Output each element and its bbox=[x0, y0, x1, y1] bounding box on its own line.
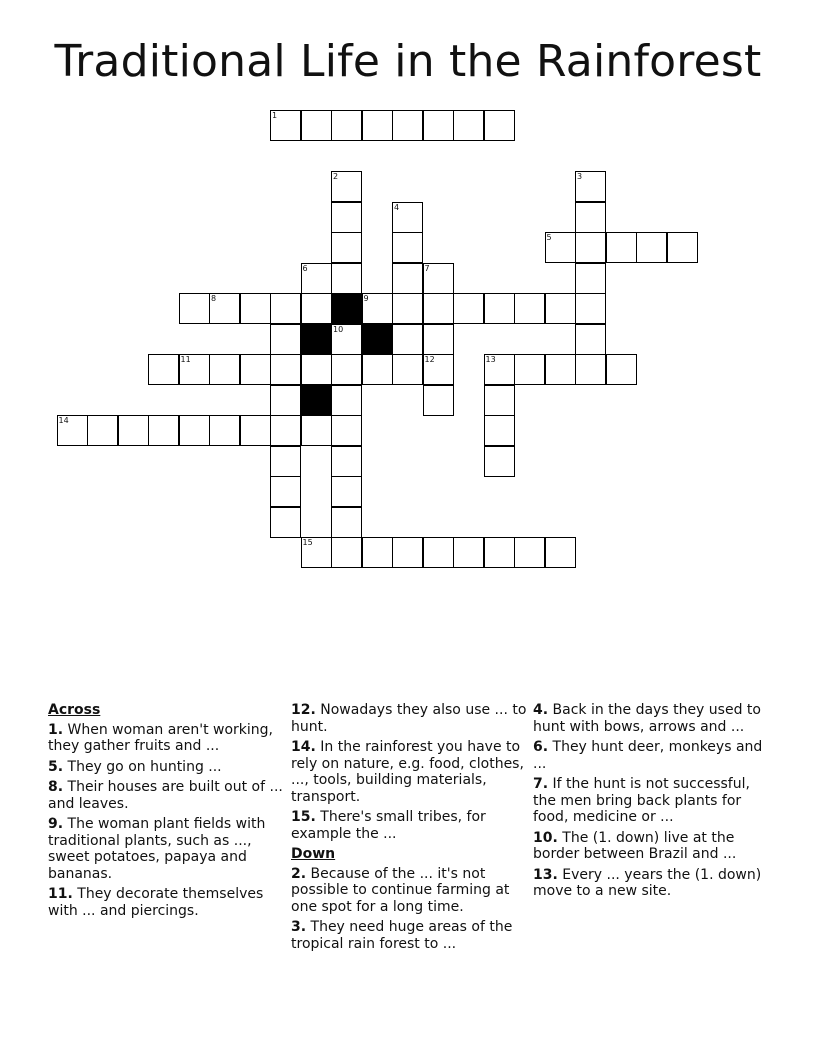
clue-num: 11. bbox=[48, 886, 73, 902]
grid-cell[interactable] bbox=[575, 324, 606, 355]
grid-cell[interactable] bbox=[362, 354, 393, 385]
clue-number: 3 bbox=[577, 172, 583, 181]
clue-number: 15 bbox=[302, 538, 313, 547]
grid-cell[interactable] bbox=[575, 354, 606, 385]
black-square bbox=[331, 293, 362, 324]
grid-cell[interactable] bbox=[331, 324, 362, 355]
clue-number: 14 bbox=[58, 416, 69, 425]
grid-cell[interactable] bbox=[270, 507, 301, 538]
clue-text: Back in the days they used to hunt with bows, arrows and ... bbox=[533, 702, 761, 735]
clue bbox=[48, 759, 284, 776]
grid-cell[interactable] bbox=[667, 232, 698, 263]
grid-cell[interactable] bbox=[301, 415, 332, 446]
grid-cell[interactable] bbox=[270, 476, 301, 507]
clue bbox=[533, 739, 769, 772]
clues-column-1 bbox=[48, 702, 284, 923]
grid-cell[interactable] bbox=[423, 110, 454, 141]
clues-column-2 bbox=[291, 702, 527, 956]
clue bbox=[48, 886, 284, 919]
grid-cell[interactable] bbox=[331, 446, 362, 477]
grid-cell[interactable] bbox=[392, 232, 423, 263]
clue-text: Nowadays they also use ... to hunt. bbox=[291, 702, 527, 735]
grid-cell[interactable] bbox=[179, 415, 210, 446]
grid-cell[interactable] bbox=[575, 263, 606, 294]
grid-cell[interactable] bbox=[331, 202, 362, 233]
grid-cell[interactable] bbox=[209, 293, 240, 324]
clue-num: 8. bbox=[48, 779, 64, 795]
grid-cell[interactable] bbox=[331, 537, 362, 568]
grid-cell[interactable] bbox=[209, 354, 240, 385]
grid-cell[interactable] bbox=[545, 232, 576, 263]
clue-num: 1. bbox=[48, 721, 64, 738]
grid-cell[interactable] bbox=[209, 415, 240, 446]
clue-text: They decorate themselves with ... and piercings. bbox=[48, 886, 264, 919]
clue-number: 9 bbox=[363, 294, 369, 303]
grid-cell[interactable] bbox=[484, 385, 515, 416]
grid-cell[interactable] bbox=[606, 354, 637, 385]
grid-cell[interactable] bbox=[301, 293, 332, 324]
clue bbox=[48, 722, 284, 755]
grid-cell[interactable] bbox=[240, 293, 271, 324]
grid-cell[interactable] bbox=[453, 293, 484, 324]
grid-cell[interactable] bbox=[331, 354, 362, 385]
clue-number: 2 bbox=[333, 172, 339, 181]
clue-num: 13. bbox=[533, 866, 558, 883]
black-square bbox=[362, 324, 393, 355]
grid-cell[interactable] bbox=[270, 293, 301, 324]
grid-cell[interactable] bbox=[331, 171, 362, 202]
clue bbox=[291, 866, 527, 916]
clue-number: 13 bbox=[485, 355, 496, 364]
grid-cell[interactable] bbox=[362, 110, 393, 141]
clue bbox=[48, 779, 284, 812]
clue-text: Because of the ... it's not possible to continue farming at one spot for a long time. bbox=[291, 865, 510, 915]
grid-cell[interactable] bbox=[270, 354, 301, 385]
grid-cell[interactable] bbox=[270, 110, 301, 141]
grid-cell[interactable] bbox=[575, 232, 606, 263]
clue bbox=[291, 702, 527, 735]
grid-cell[interactable] bbox=[331, 385, 362, 416]
grid-cell[interactable] bbox=[331, 110, 362, 141]
grid-cell[interactable] bbox=[453, 110, 484, 141]
grid-cell[interactable] bbox=[484, 293, 515, 324]
grid-cell[interactable] bbox=[545, 537, 576, 568]
grid-cell[interactable] bbox=[148, 415, 179, 446]
clue bbox=[533, 702, 769, 735]
down-heading: Down bbox=[291, 846, 336, 862]
grid-cell[interactable] bbox=[423, 324, 454, 355]
grid-cell[interactable] bbox=[270, 415, 301, 446]
clue-text: Their houses are built out of ... and leaves. bbox=[48, 779, 283, 812]
clue-number: 8 bbox=[211, 294, 217, 303]
grid-cell[interactable] bbox=[301, 263, 332, 294]
clue-num: 15. bbox=[291, 809, 316, 825]
clue-text: There's small tribes, for example the ... bbox=[291, 809, 486, 842]
clue-text: Every ... years the (1. down) move to a new site. bbox=[533, 866, 762, 899]
clue-num: 2. bbox=[291, 865, 307, 882]
grid-cell[interactable] bbox=[179, 354, 210, 385]
grid-cell[interactable] bbox=[270, 446, 301, 477]
grid-cell[interactable] bbox=[484, 110, 515, 141]
grid-cell[interactable] bbox=[575, 293, 606, 324]
grid-cell[interactable] bbox=[545, 354, 576, 385]
grid-cell[interactable] bbox=[484, 537, 515, 568]
grid-cell[interactable] bbox=[301, 537, 332, 568]
clue-num: 9. bbox=[48, 816, 64, 832]
clue bbox=[291, 919, 527, 952]
grid-cell[interactable] bbox=[423, 354, 454, 385]
grid-cell[interactable] bbox=[331, 507, 362, 538]
grid-cell[interactable] bbox=[514, 354, 545, 385]
grid-cell[interactable] bbox=[423, 385, 454, 416]
grid-cell[interactable] bbox=[362, 293, 393, 324]
grid-cell[interactable] bbox=[331, 263, 362, 294]
grid-cell[interactable] bbox=[575, 171, 606, 202]
clues-column-3 bbox=[533, 702, 769, 904]
grid-cell[interactable] bbox=[240, 354, 271, 385]
clue-text: If the hunt is not successful, the men bring back plants for food, medicine or ... bbox=[533, 776, 750, 825]
grid-cell[interactable] bbox=[179, 293, 210, 324]
clue bbox=[533, 776, 769, 826]
grid-cell[interactable] bbox=[392, 110, 423, 141]
clue-number: 1 bbox=[272, 111, 278, 120]
clue-text: In the rainforest you have to rely on nature, e.g. food, clothes, ..., tools, building materials, transport. bbox=[291, 739, 524, 805]
across-heading: Across bbox=[48, 702, 101, 718]
grid-cell[interactable] bbox=[453, 537, 484, 568]
grid-cell[interactable] bbox=[423, 263, 454, 294]
black-square bbox=[301, 324, 332, 355]
grid-cell[interactable] bbox=[545, 293, 576, 324]
clue-number: 4 bbox=[394, 202, 400, 212]
clue bbox=[533, 867, 769, 900]
grid-cell[interactable] bbox=[392, 354, 423, 385]
clue bbox=[48, 816, 284, 882]
grid-cell[interactable] bbox=[87, 415, 118, 446]
clue bbox=[291, 809, 527, 842]
grid-cell[interactable] bbox=[575, 202, 606, 233]
grid-cell[interactable] bbox=[392, 293, 423, 324]
clue-num: 10. bbox=[533, 829, 558, 846]
grid-cell[interactable] bbox=[484, 446, 515, 477]
grid-cell[interactable] bbox=[423, 537, 454, 568]
clue-text: They need huge areas of the tropical rain forest to ... bbox=[291, 919, 513, 952]
clue-num: 6. bbox=[533, 739, 549, 755]
clue-number: 5 bbox=[546, 233, 552, 242]
grid-cell[interactable] bbox=[331, 232, 362, 263]
grid-cell[interactable] bbox=[148, 354, 179, 385]
grid-cell[interactable] bbox=[514, 537, 545, 568]
grid-cell[interactable] bbox=[331, 415, 362, 446]
grid-cell[interactable] bbox=[331, 476, 362, 507]
grid-cell[interactable] bbox=[301, 354, 332, 385]
clue-number: 10 bbox=[333, 324, 344, 334]
clue bbox=[533, 830, 769, 863]
clue bbox=[291, 739, 527, 805]
black-square bbox=[301, 385, 332, 416]
clue-number: 6 bbox=[302, 263, 308, 273]
grid-cell[interactable] bbox=[270, 385, 301, 416]
clue-text: When woman aren't working, they gather fruits and ... bbox=[48, 721, 274, 754]
clue-number: 11 bbox=[180, 355, 191, 364]
clue-num: 5. bbox=[48, 758, 64, 775]
clue-text: The woman plant fields with traditional plants, such as ..., sweet potatoes, papaya and bananas. bbox=[48, 816, 266, 882]
clue-number: 12 bbox=[424, 355, 435, 364]
grid-cell[interactable] bbox=[484, 415, 515, 446]
clue-number: 7 bbox=[424, 263, 430, 273]
clue-num: 4. bbox=[533, 702, 549, 718]
grid-cell[interactable] bbox=[57, 415, 88, 446]
grid-cell[interactable] bbox=[118, 415, 149, 446]
grid-cell[interactable] bbox=[362, 537, 393, 568]
clue-num: 3. bbox=[291, 919, 307, 935]
grid-cell[interactable] bbox=[423, 293, 454, 324]
grid-cell[interactable] bbox=[392, 202, 423, 233]
clue-text: The (1. down) live at the border between Brazil and ... bbox=[533, 829, 737, 862]
grid-cell[interactable] bbox=[484, 354, 515, 385]
clue-num: 14. bbox=[291, 739, 316, 755]
grid-cell[interactable] bbox=[636, 232, 667, 263]
grid-cell[interactable] bbox=[392, 263, 423, 294]
page-title: Traditional Life in the Rainforest bbox=[54, 36, 762, 87]
clue-num: 12. bbox=[291, 702, 316, 718]
grid-cell[interactable] bbox=[301, 110, 332, 141]
grid-cell[interactable] bbox=[606, 232, 637, 263]
grid-cell[interactable] bbox=[240, 415, 271, 446]
grid-cell[interactable] bbox=[270, 324, 301, 355]
grid-cell[interactable] bbox=[514, 293, 545, 324]
clue-text: They go on hunting ... bbox=[63, 758, 222, 775]
grid-cell[interactable] bbox=[392, 324, 423, 355]
clue-num: 7. bbox=[533, 776, 549, 792]
clue-text: They hunt deer, monkeys and ... bbox=[533, 739, 763, 772]
grid-cell[interactable] bbox=[392, 537, 423, 568]
